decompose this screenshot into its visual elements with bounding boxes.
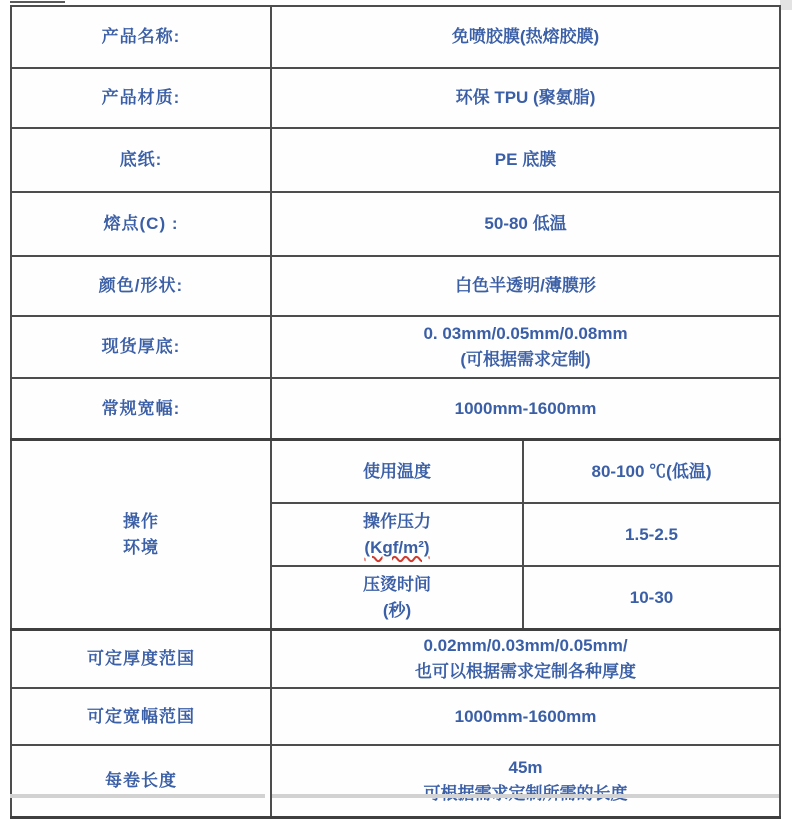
spec-label: 常规宽幅: bbox=[11, 378, 271, 440]
shadow-line-left bbox=[10, 794, 265, 798]
table-row-stock-thickness bbox=[11, 316, 780, 378]
spec-label: 产品名称: bbox=[11, 6, 271, 68]
sub-spec-name bbox=[271, 566, 523, 630]
spec-value: 1000mm-1600mm bbox=[271, 378, 780, 440]
spec-value-line: (可根据需求定制) bbox=[460, 350, 591, 369]
operating-env-label-line: 环境 bbox=[123, 537, 159, 557]
table-row-roll-length bbox=[11, 745, 780, 818]
sub-spec-name-line-misspell: (Kgf/m²) bbox=[364, 537, 430, 557]
sub-spec-value: 80-100 ℃(低温) bbox=[523, 440, 780, 504]
spec-value-line: 也可以根据需求定制各种厚度 bbox=[415, 662, 636, 681]
spec-value bbox=[271, 745, 780, 818]
table-row-product-name bbox=[11, 6, 780, 68]
spec-label: 每卷长度 bbox=[11, 745, 271, 818]
spec-label: 颜色/形状: bbox=[11, 256, 271, 316]
table-row-custom-thickness bbox=[11, 630, 780, 689]
sub-spec-name-line: (秒) bbox=[382, 600, 412, 620]
sub-spec-value: 1.5-2.5 bbox=[523, 503, 780, 566]
spec-label: 可定宽幅范国 bbox=[11, 688, 271, 745]
sub-spec-name-line: 操作压力 bbox=[363, 511, 431, 531]
spec-label-operating-env bbox=[11, 440, 271, 630]
operating-env-label-line: 操作 bbox=[123, 511, 159, 531]
border-artifact-top-left bbox=[10, 1, 65, 3]
spec-value: 白色半透明/薄膜形 bbox=[271, 256, 780, 316]
table-row-melting-point bbox=[11, 192, 780, 256]
spec-value-line: 0. 03mm/0.05mm/0.08mm bbox=[423, 324, 628, 343]
table-row-standard-width bbox=[11, 378, 780, 440]
spec-label: 可定厚度范国 bbox=[11, 630, 271, 689]
product-spec-table bbox=[10, 5, 781, 819]
spec-label: 产品材质: bbox=[11, 68, 271, 128]
sub-spec-name-line: 压烫时间 bbox=[363, 574, 431, 594]
spec-value: 环保 TPU (聚氨脂) bbox=[271, 68, 780, 128]
table-row-custom-width bbox=[11, 688, 780, 745]
table-row-operating-temp bbox=[11, 440, 780, 504]
table-row-liner bbox=[11, 128, 780, 192]
sub-spec-name bbox=[271, 503, 523, 566]
spec-value bbox=[271, 630, 780, 689]
spec-value: 50-80 低温 bbox=[271, 192, 780, 256]
spec-value-line: 45m bbox=[508, 758, 543, 777]
shadow-line-right bbox=[272, 794, 779, 798]
spec-label: 熔点(C) : bbox=[11, 192, 271, 256]
spec-label: 现货厚底: bbox=[11, 316, 271, 378]
spec-value bbox=[271, 316, 780, 378]
table-row-material bbox=[11, 68, 780, 128]
border-artifact-top-right bbox=[780, 0, 792, 10]
sub-spec-name: 使用温度 bbox=[271, 440, 523, 504]
sub-spec-value: 10-30 bbox=[523, 566, 780, 630]
spec-label: 底纸: bbox=[11, 128, 271, 192]
spec-value: 免喷胶膜(热熔胶膜) bbox=[271, 6, 780, 68]
spec-value: PE 底膜 bbox=[271, 128, 780, 192]
spec-value-line: 0.02mm/0.03mm/0.05mm/ bbox=[423, 636, 628, 655]
table-row-color-shape bbox=[11, 256, 780, 316]
spec-value: 1000mm-1600mm bbox=[271, 688, 780, 745]
